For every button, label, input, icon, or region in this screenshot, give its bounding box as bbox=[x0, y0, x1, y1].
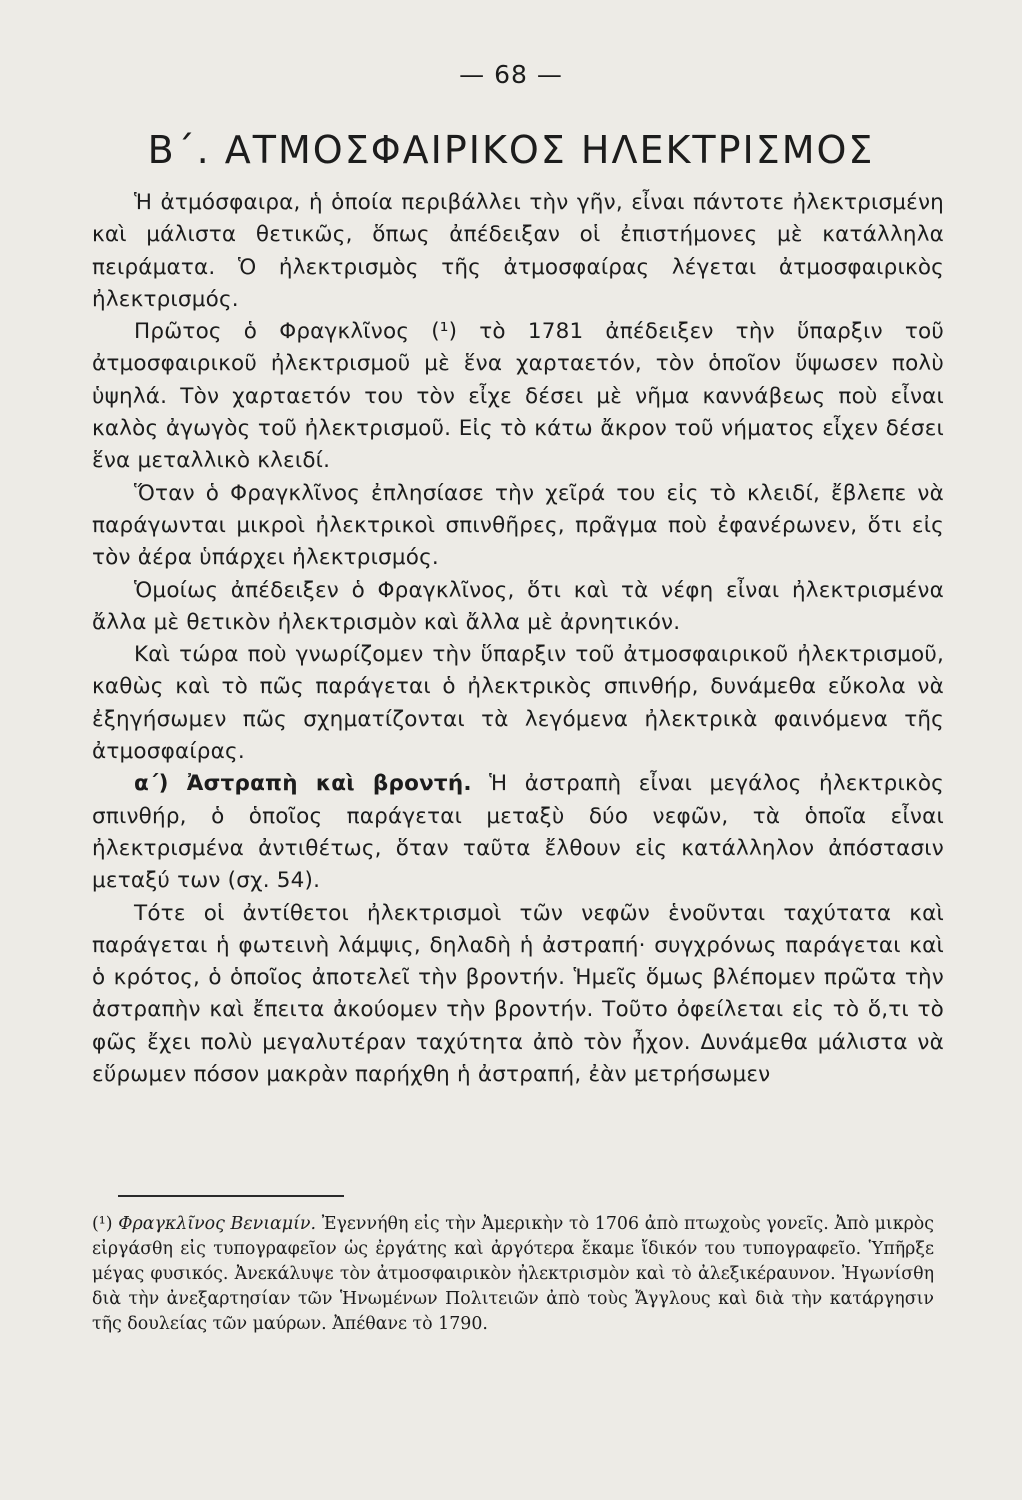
section-heading-lightning: α΄) Ἀστραπὴ καὶ βροντή. bbox=[134, 771, 472, 797]
footnote bbox=[92, 1212, 934, 1337]
paragraph-phenomena: Καὶ τώρα ποὺ γνωρίζομεν τὴν ὕπαρξιν τοῦ ἀτμοσφαιρικοῦ ἠλεκτρισμοῦ, καθὼς καὶ τὸ πῶς παράγεται ὁ ἠλεκτρικὸς σπινθήρ, δυνάμεθα εὔκολα νὰ ἐξηγήσωμεν πῶς σχηματίζονται τὰ λεγόμενα ἠλεκτρικὰ φαινόμενα τῆς ἀτμοσφαίρας. bbox=[92, 642, 944, 765]
footnote-name: Φραγκλῖνος Βενιαμίν. bbox=[118, 1214, 317, 1234]
page-number: — 68 — bbox=[459, 60, 563, 89]
section-text-lightning: Ἡ ἀστραπὴ εἶναι μεγάλος ἠλεκτρικὸς σπινθήρ, ὁ ὁποῖος παράγεται μεταξὺ δύο νεφῶν, τὰ ὁποῖα εἶναι ἠλεκτρισμένα ἀντιθέτως, ὅταν ταῦτα ἔλθουν εἰς κατάλληλον ἀπόστασιν μεταξύ των (σχ. 54). bbox=[92, 771, 944, 894]
paragraph-clouds: Ὁμοίως ἀπέδειξεν ὁ Φραγκλῖνος, ὅτι καὶ τὰ νέφη εἶναι ἠλεκτρισμένα ἄλλα μὲ θετικὸν ἠλεκτρισμὸν καὶ ἄλλα μὲ ἀρνητικόν. bbox=[92, 577, 944, 635]
body-text bbox=[92, 187, 944, 1091]
footnote-marker: (¹) bbox=[92, 1214, 113, 1234]
paragraph-franklin-kite: Πρῶτος ὁ Φραγκλῖνος (¹) τὸ 1781 ἀπέδειξεν τὴν ὕπαρξιν τοῦ ἀτμοσφαιρικοῦ ἠλεκτρισμοῦ μὲ ἕνα χαρταετόν, τὸν ὁποῖον ὕψωσεν πολὺ ὑψηλά. Τὸν χαρταετόν του τὸν εἶχε δέσει μὲ νῆμα καννάβεως ποὺ εἶναι καλὸς ἀγωγὸς τοῦ ἠλεκτρισμοῦ. Εἰς τὸ κάτω ἄκρον τοῦ νήματος εἶχεν δέσει ἕνα μεταλλικὸ κλειδί. bbox=[92, 319, 944, 474]
paragraph-light-speed: Τότε οἱ ἀντίθετοι ἠλεκτρισμοὶ τῶν νεφῶν ἑνοῦνται ταχύτατα καὶ παράγεται ἡ φωτεινὴ λάμψις, δηλαδὴ ἡ ἀστραπή· συγχρόνως παράγεται καὶ ὁ κρότος, ὁ ὁποῖος ἀποτελεῖ τὴν βροντήν. Ἡμεῖς ὅμως βλέπομεν πρῶτα τὴν ἀστραπὴν καὶ ἔπειτα ἀκούομεν τὴν βροντήν. Τοῦτο ὀφείλεται εἰς τὸ ὅ,τι τὸ φῶς ἔχει πολὺ μεγαλυτέραν ταχύτητα ἀπὸ τὸν ἦχον. Δυνάμεθα μάλιστα νὰ εὕρωμεν πόσον μακρὰν παρήχθη ἡ ἀστραπή, ἐὰν μετρήσωμεν bbox=[92, 900, 944, 1088]
footnote-divider bbox=[118, 1195, 344, 1197]
paragraph-intro: Ἡ ἀτμόσφαιρα, ἡ ὁποία περιβάλλει τὴν γῆν, εἶναι πάντοτε ἠλεκτρισμένη καὶ μάλιστα θετικῶς, ὅπως ἀπέδειξαν οἱ ἐπιστήμονες μὲ κατάλληλα πειράματα. Ὁ ἠλεκτρισμὸς τῆς ἀτμοσφαίρας λέγεται ἀτμοσφαιρικὸς ἠλεκτρισμός. bbox=[92, 190, 944, 312]
footnote-text: Ἐγεννήθη εἰς τὴν Ἀμερικὴν τὸ 1706 ἀπὸ πτωχοὺς γονεῖς. Ἀπὸ μικρὸς εἰργάσθη εἰς τυπογραφεῖον ὡς ἐργάτης καὶ ἀργότερα ἔκαμε ἴδικόν του τυπογραφεῖο. Ὑπῆρξε μέγας φυσικός. Ἀνεκάλυψε τὸν ἀτμοσφαιρικὸν ἠλεκτρισμὸν καὶ τὸ ἀλεξικέραυνον. Ἠγωνίσθη διὰ τὴν ἀνεξαρτησίαν τῶν Ἡνωμένων Πολιτειῶν ἀπὸ τοὺς Ἄγγλους καὶ διὰ τὴν κατάργησιν τῆς δουλείας τῶν μαύρων. Ἀπέθανε τὸ 1790. bbox=[92, 1214, 934, 1334]
paragraph-lightning-thunder bbox=[92, 768, 944, 897]
paragraph-franklin-key: Ὅταν ὁ Φραγκλῖνος ἐπλησίασε τὴν χεῖρά του εἰς τὸ κλειδί, ἔβλεπε νὰ παράγωνται μικροὶ ἠλεκτρικοὶ σπινθῆρες, πρᾶγμα ποὺ ἐφανέρωνεν, ὅτι εἰς τὸν ἀέρα ὑπάρχει ἠλεκτρισμός. bbox=[92, 480, 944, 571]
chapter-title: Β΄. ΑΤΜΟΣΦΑΙΡΙΚΟΣ ΗΛΕΚΤΡΙΣΜΟΣ bbox=[147, 128, 875, 172]
